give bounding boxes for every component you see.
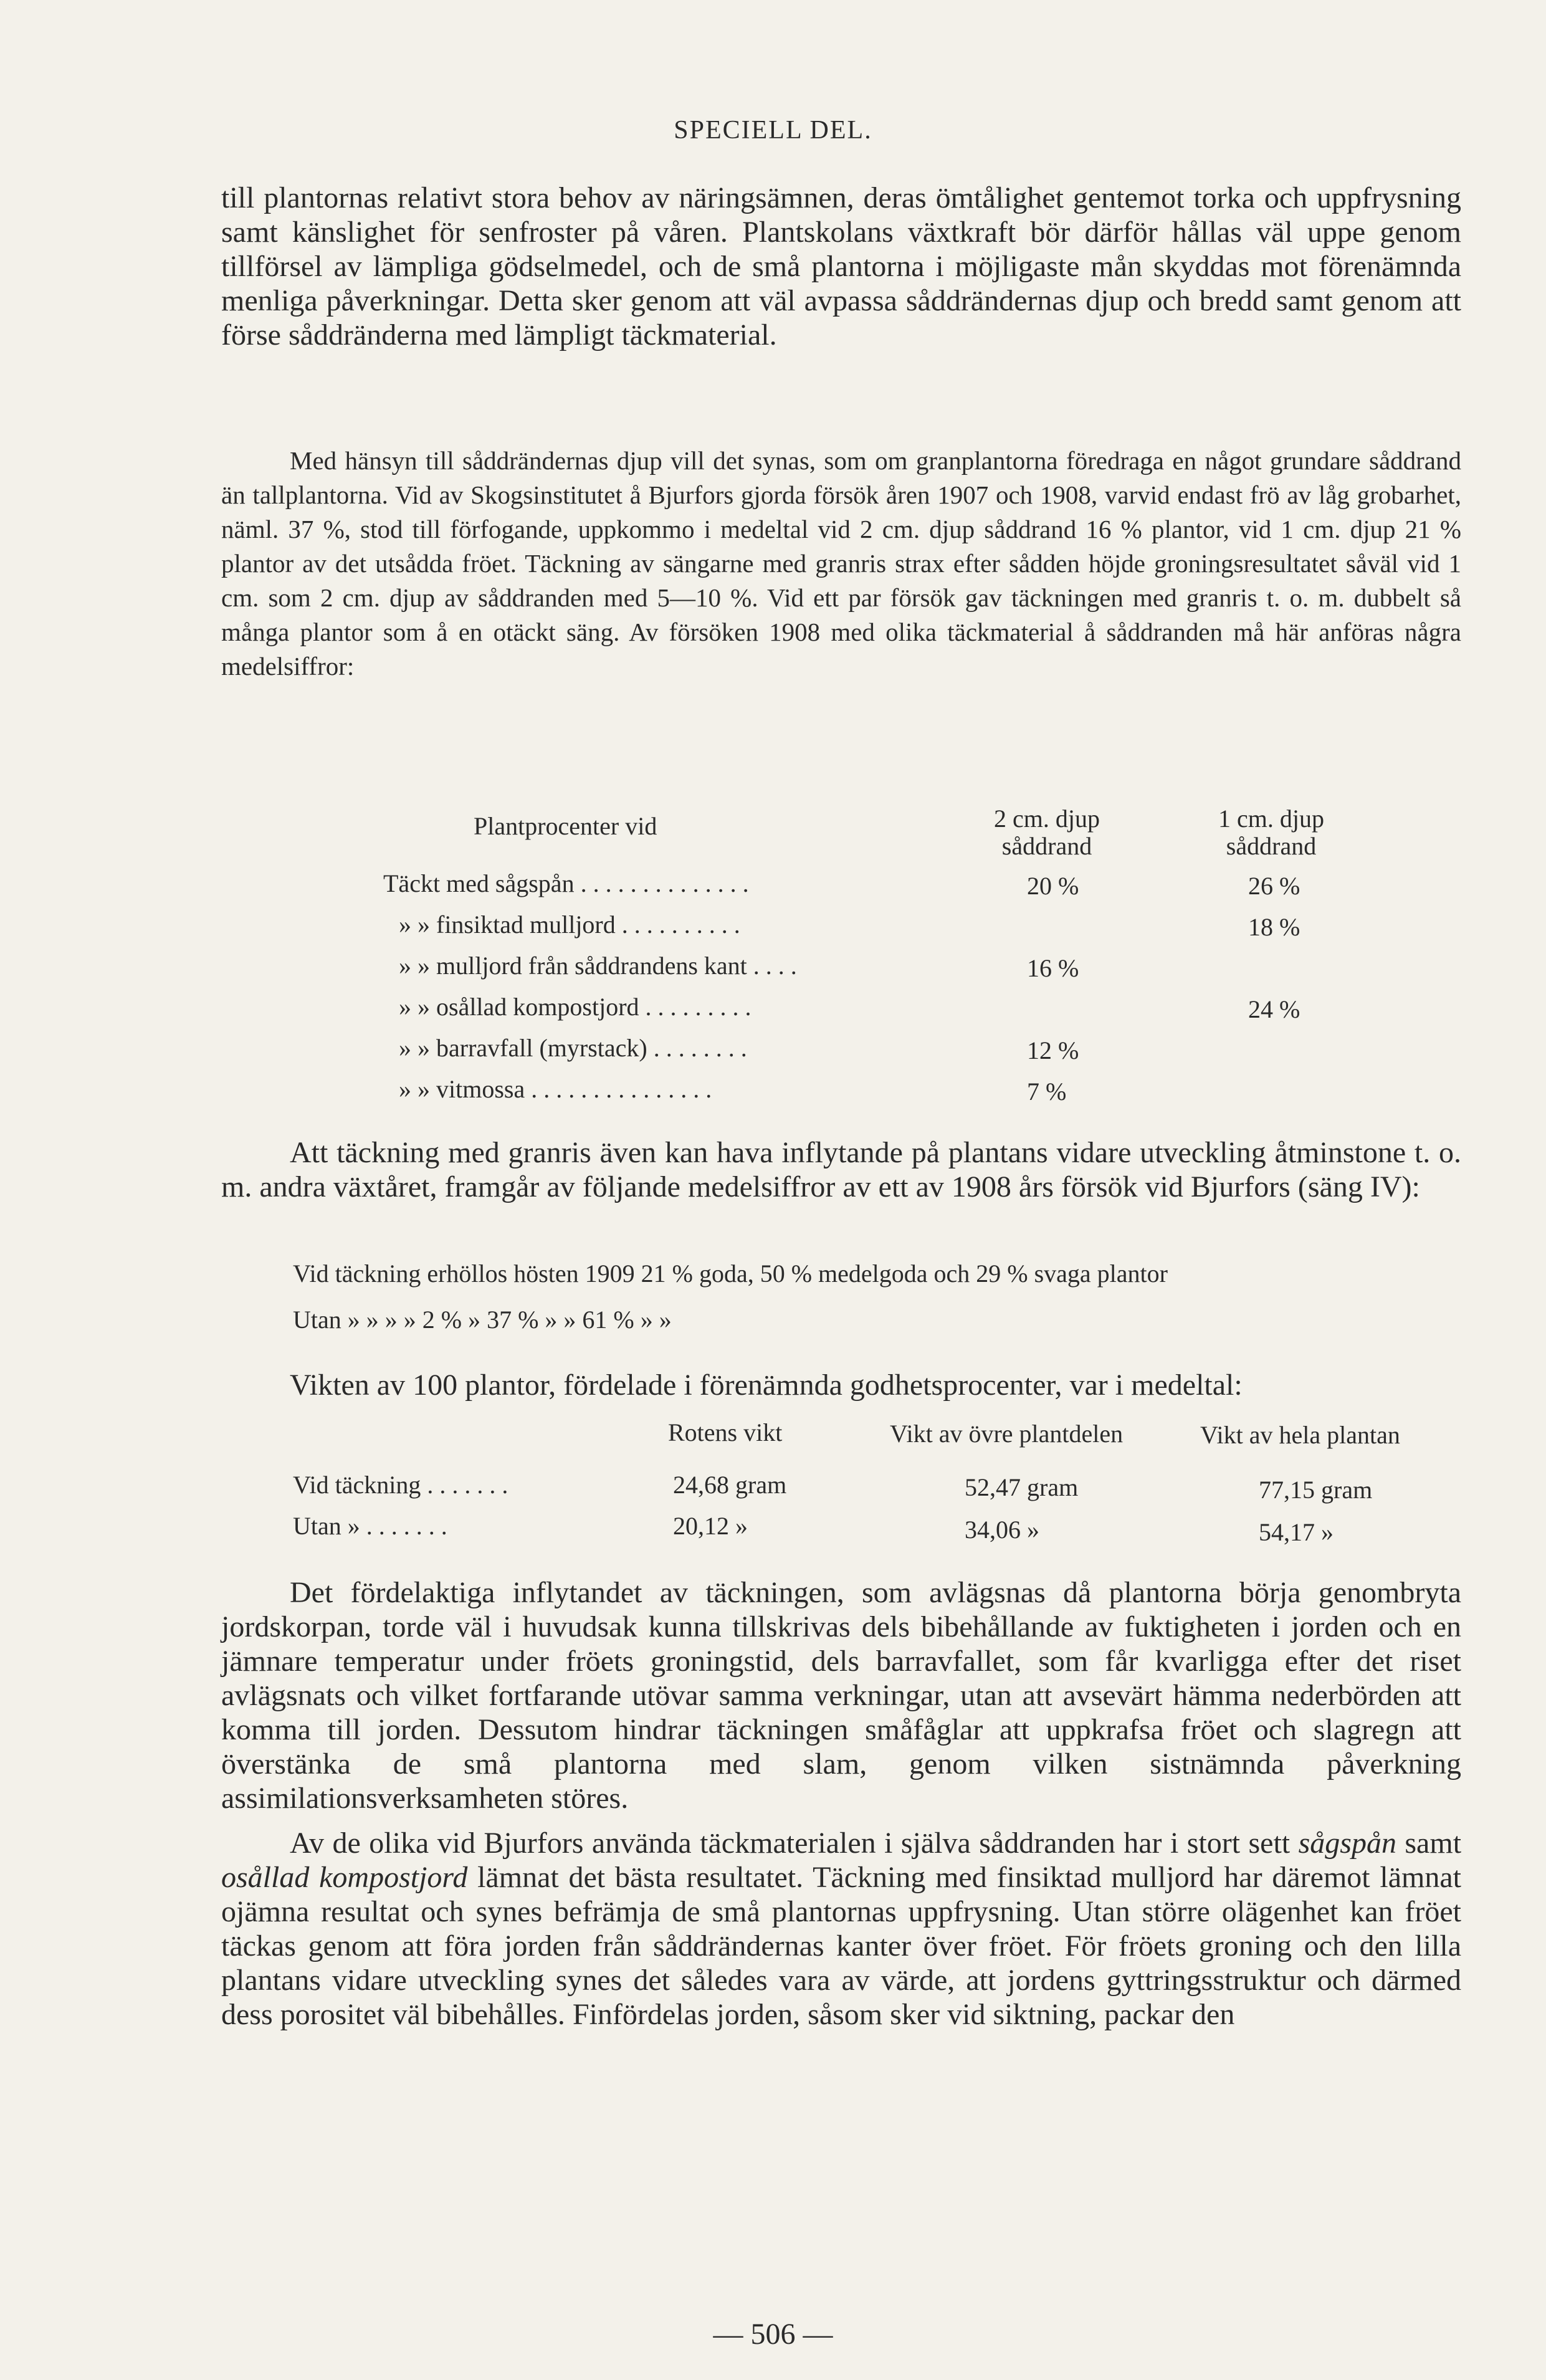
paragraph-5	[221, 1575, 1461, 1815]
paragraph-3	[221, 1135, 1461, 1204]
paragraph-6-text	[221, 1826, 1461, 2032]
emphasis-sagspan: sågspån	[1298, 1827, 1396, 1860]
paragraph-5-text: Det fördelaktiga inflytandet av täckningen, som avlägsnas då plantorna börja genombryta jordskorpan, torde väl i huvudsak kunna tillskrivas dels bibehållande av fuktigheten i jorden och en jämnare temperatur under fröets groningstid, dels barravfallet, som får kvarligga efter det riset avlägsnats och vilket fortfarande utövar samma verkningar, utan att avsevärt hämma nederbörden att komma till jorden. Dessutom hindrar täckningen småfåglar att uppkrafsa fröet och slagregn att överstänka de små plantorna med slam, genom vilken sistnämnda påverkning assimilationsverksamheten störes.	[221, 1576, 1461, 1815]
row-value-1cm: 24 %	[1248, 995, 1300, 1023]
row-root-weight: 24,68 gram	[673, 1471, 787, 1499]
table-cover-material	[0, 804, 1546, 1116]
paragraph-1	[221, 181, 1461, 352]
row-value-2cm: 20 %	[1027, 872, 1079, 900]
paragraph-3-text: Att täckning med granris även kan hava inflytande på plantans vidare utveckling åtminstone t. o. m. andra växtåret, framgår av följande medelsiffror av ett av 1908 års försök vid Bjurfors (säng IV):	[221, 1136, 1461, 1203]
table-header-root: Rotens vikt	[668, 1418, 783, 1446]
row-label: Utan » . . . . . . .	[293, 1512, 447, 1540]
emphasis-kompostjord: osållad kompostjord	[221, 1861, 468, 1894]
paragraph-2	[221, 444, 1461, 684]
table-header-2cm-sub: såddrand	[1001, 832, 1092, 860]
paragraph-4	[221, 1368, 1461, 1402]
page-number: — 506 —	[713, 2318, 833, 2351]
paragraph-6-part-1: Av de olika vid Bjurfors använda täckmaterialen i själva såddranden har i stort sett	[290, 1827, 1291, 1860]
row-whole-weight: 54,17 »	[1259, 1518, 1334, 1546]
row-value-2cm: 7 %	[1027, 1078, 1067, 1106]
paragraph-1-text: till plantornas relativt stora behov av näringsämnen, deras ömtålighet gentemot torka och uppfrysning samt känslighet för senfroster på våren. Plantskolans växtkraft bör därför hållas väl uppe genom tillförsel av lämpliga gödselmedel, och de små plantorna i möjligaste mån skyddas mot förenämnda menliga påverkningar. Detta sker genom att väl avpassa såddrändernas djup och bredd samt genom att förse såddränderna med lämpligt täckmaterial.	[221, 181, 1461, 351]
row-label: » » vitmossa . . . . . . . . . . . . . . .	[399, 1075, 712, 1103]
table-header-whole: Vikt av hela plantan	[1200, 1421, 1400, 1449]
row-root-weight: 20,12 »	[673, 1512, 748, 1540]
row-whole-weight: 77,15 gram	[1259, 1476, 1373, 1504]
paragraph-6-part-3: lämnat det bästa resultatet. Täckning med finsiktad mulljord har däremot lämnat ojämna resultat och synes befrämja de små plantornas uppfrysning. Utan större olägenhet kan fröet täckas genom att föra jorden från såddrändernas kanter över fröet. För fröets groning och den lilla plantans vidare utveckling synes det således vara av värde, att jordens gyttringsstruktur och därmed dess porositet väl bibehålles. Finfördelas jorden, såsom sker vid siktning, packar den	[221, 1861, 1461, 2031]
row-value-1cm: 18 %	[1248, 913, 1300, 941]
table-header-1cm-sub: såddrand	[1226, 832, 1317, 860]
row-upper-weight: 52,47 gram	[965, 1473, 1079, 1501]
row-upper-weight: 34,06 »	[965, 1516, 1039, 1544]
paragraph-4-text: Vikten av 100 plantor, fördelade i förenämnda godhetsprocenter, var i medeltal:	[290, 1369, 1243, 1402]
row-label: » » osållad kompostjord . . . . . . . . .	[399, 993, 752, 1021]
table-weights	[0, 1418, 1546, 1561]
table-header-1cm: 1 cm. djup	[1218, 805, 1324, 833]
row-value-2cm: 16 %	[1027, 954, 1079, 982]
paragraph-6	[221, 1826, 1461, 2032]
table-header-label: Plantprocenter vid	[474, 812, 657, 840]
table-row: Utan » » » » 2 % » 37 % » » 61 % » »	[293, 1306, 672, 1334]
row-label: Vid täckning . . . . . . .	[293, 1471, 508, 1499]
row-label: » » mulljord från såddrandens kant . . . .	[399, 952, 797, 980]
running-header: SPECIELL DEL.	[674, 116, 872, 145]
row-value-2cm: 12 %	[1027, 1036, 1079, 1064]
row-label: Täckt med sågspån . . . . . . . . . . . . . .	[383, 869, 749, 897]
row-label: » » finsiktad mulljord . . . . . . . . . .	[399, 910, 740, 939]
paragraph-6-part-2: samt	[1405, 1827, 1462, 1860]
row-label: » » barravfall (myrstack) . . . . . . . .	[399, 1034, 747, 1062]
table-row: Vid täckning erhöllos hösten 1909 21 % goda, 50 % medelgoda och 29 % svaga plantor	[293, 1259, 1168, 1288]
row-value-1cm: 26 %	[1248, 872, 1300, 900]
paragraph-2-text: Med hänsyn till såddrändernas djup vill det synas, som om granplantorna föredraga en något grundare såddrand än tallplantorna. Vid av Skogsinstitutet å Bjurfors gjorda försök åren 1907 och 1908, varvid endast frö av låg grobarhet, näml. 37 %, stod till förfogande, uppkommo i medeltal vid 2 cm. djup såddrand 16 % plantor, vid 1 cm. djup 21 % plantor av det utsådda fröet. Täckning av sängarne med granris strax efter sådden höjde groningsresultatet såväl vid 1 cm. som 2 cm. djup av såddranden med 5—10 %. Vid ett par försök gav täckningen med granris t. o. m. dubbelt så många plantor som å en otäckt säng. Av försöken 1908 med olika täckmaterial å såddranden må här anföras några medelsiffror:	[221, 446, 1461, 681]
table-header-2cm: 2 cm. djup	[994, 805, 1100, 833]
table-header-upper: Vikt av övre plantdelen	[890, 1420, 1124, 1448]
table-quality	[293, 1259, 1477, 1346]
